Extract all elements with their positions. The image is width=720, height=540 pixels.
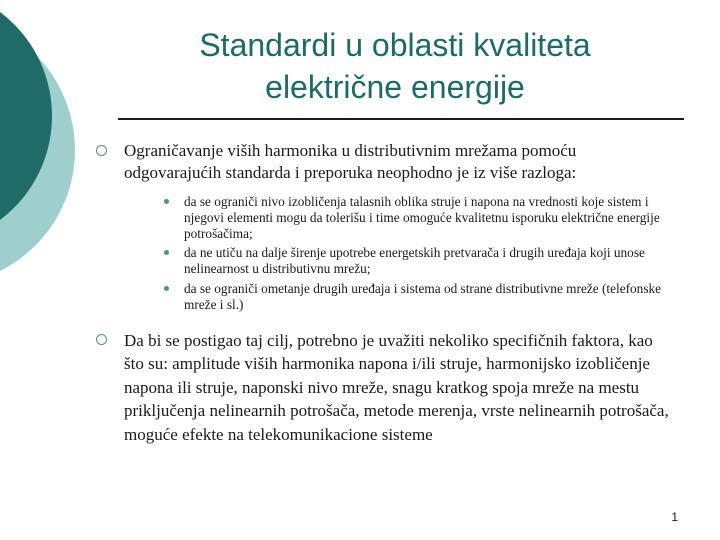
title-line-2: električne energije [265,69,525,105]
title-divider [118,118,684,120]
sub-bullet-1 [156,194,676,241]
dot-bullet-icon [164,199,169,204]
page-number: 1 [671,510,678,524]
bullet-1-text: Ograničavanje viših harmonika u distributivnim mrežama pomoću odgovarajućih standarda i preporuka neophodno je iz više razloga: [124,141,577,182]
bullet-2 [96,329,676,447]
bullet-1 [96,140,676,313]
sub-bullet-3-text: da se ograniči ometanje drugih uređaja i sistema od strane distributivne mreže (telefonske mreže i sl.) [184,280,662,312]
slide-body [96,140,676,446]
dot-bullet-icon [164,286,169,291]
slide-title [130,24,660,108]
sub-bullet-3 [156,281,676,313]
hollow-circle-bullet-icon [96,145,107,156]
sub-bullet-2 [156,245,676,277]
sub-bullet-1-text: da se ograniči nivo izobličenja talasnih oblika struje i napona na vrednosti koje sistem i njegovi elementi mogu da tolerišu i time omoguće kvalitetnu isporuku električne energije potrošačima; [184,194,660,241]
title-line-1: Standardi u oblasti kvaliteta [199,27,591,63]
dot-bullet-icon [164,250,169,255]
hollow-circle-bullet-icon [96,334,107,345]
sub-bullet-list [124,194,676,313]
bullet-2-text: Da bi se postigao taj cilj, potrebno je uvažiti nekoliko specifičnih faktora, kao što su: amplitude viših harmonika napona i/ili struje, harmonijsko izobličenje napona ili struje, naponski nivo mreže, snagu kratkog spoja mreže na mestu priključenja nelinearnih potrošača, metode merenja, vrste nelinearnih potrošača, moguće efekte na telekomunikacione sisteme [124,330,669,444]
sub-bullet-2-text: da ne utiču na dalje širenje upotrebe energetskih pretvarača i drugih uređaja koji unose nelinearnost u distributivnu mrežu; [184,245,645,277]
